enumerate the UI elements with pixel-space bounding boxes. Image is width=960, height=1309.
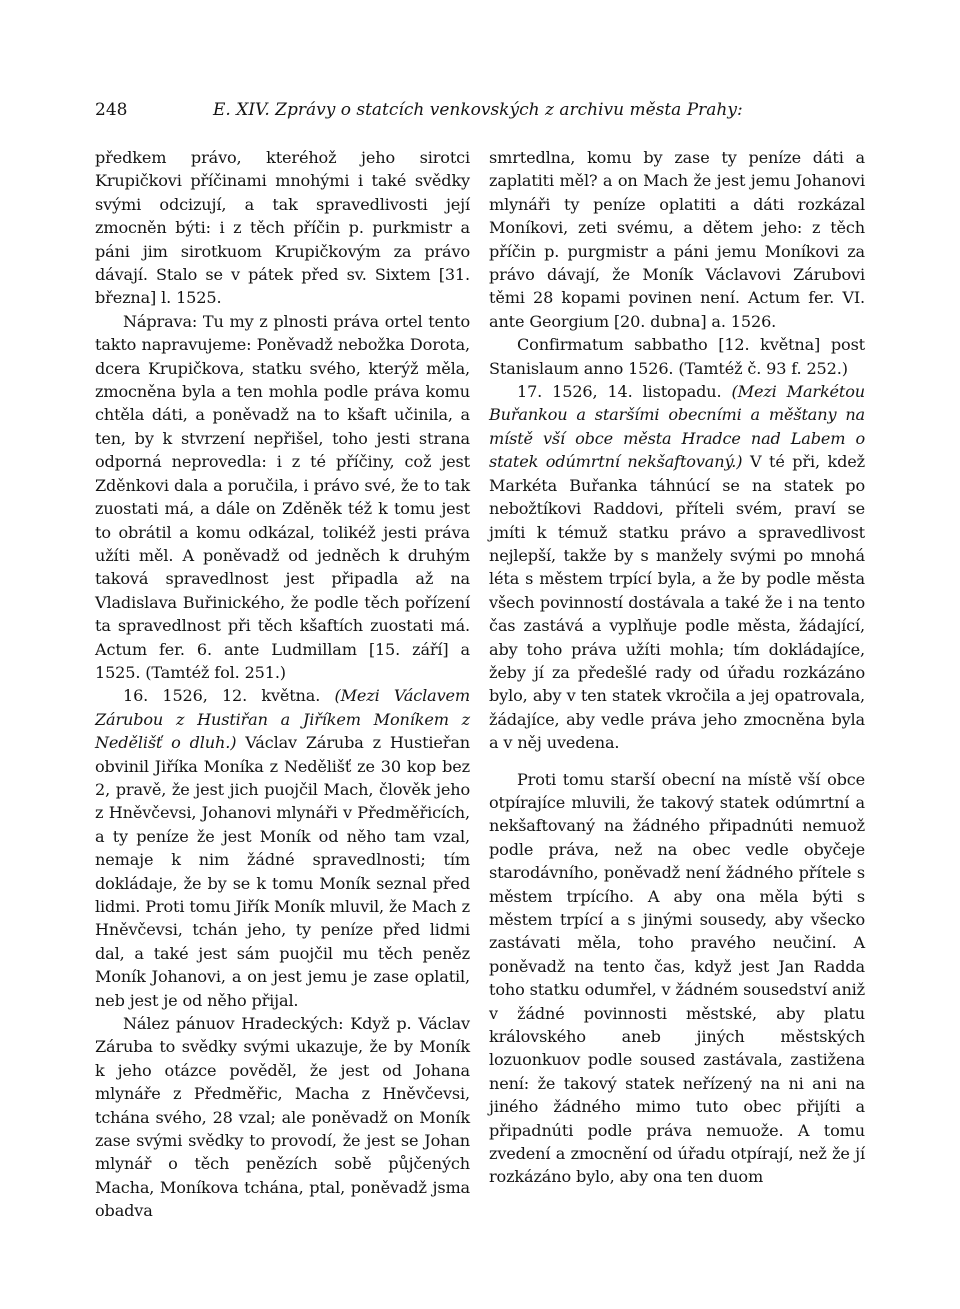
- paragraph: Confirmatum sabbatho [12. května] post Stanislaum anno 1526. (Tamtéž č. 93 f. 252.): [489, 335, 865, 378]
- entry-heading: 17. 1526, 14. listopadu.: [517, 382, 722, 402]
- page-number: 248: [95, 100, 128, 120]
- left-column: [95, 146, 470, 1223]
- entry-title: (Mezi Markétou Buřankou a staršími obecními a měštany na místě vší obce města Hradce nad Labem o statek odúmrtní nekšaftovaný.): [489, 382, 865, 472]
- entry-16: [95, 684, 470, 1012]
- entry-body: Václav Záruba z Hustieřan obvinil Jiříka Moníka z Nedělišť ze 30 kop bez 2, pravě, že jest jich puojčil Mach, člověk jeho z Hněvčevsi, Johanovi mlynáři v Předměřicích, a ty peníze že jest Moník od něho tam vzal, nemaje k nim žádné spravedlnosti; tím dokládaje, že by se k tomu Moník seznal před lidmi. Proti tomu Jiřík Moník mluvil, že Mach z Hněvčevsi, tchán jeho, ty peníze před lidmi dal, a také jest sám puojčil mu těch peněz Moník Johanovi, a on jest jemu je zase oplatil, neb jest je od něho přijal.: [95, 733, 470, 1010]
- running-header: [95, 100, 865, 126]
- entry-heading: 16. 1526, 12. května.: [123, 686, 321, 706]
- paragraph: smrtedlna, komu by zase ty peníze dáti a zaplatiti měl? a on Mach že jest jemu Johanovi mlynáři ty peníze oplatiti a dáti rozkázal Moníkovi, zeti svému, a dětem jeho: z těch příčin p. purgmistr a páni jemu Moníkovi za právo dávají, že Moník Václavovi Zárubovi těmi 28 kopami povinen není. Actum fer. VI. ante Georgium [20. dubna] a. 1526.: [489, 148, 865, 331]
- paragraph: Nález pánuov Hradeckých: Když p. Václav Záruba to svědky svými ukazuje, že by Moník k jeho otázce pověděl, že jest od Johana mlynáře z Předměřic, Macha z Hněvčevsi, tchána svého, 28 vzal; ale poněvadž on Moník zase svými svědky to provodí, že jest se Johan mlynář o těch penězích sobě půjčených Macha, Moníkova tchána, ptal, poněvadž jsma obadva: [95, 1014, 470, 1221]
- paragraph: předkem právo, kteréhož jeho sirotci Krupičkovi příčinami mnohými i také svědky svými odcizují, a tak spravedlivosti její zmocněn býti: i z těch příčin p. purkmistr a páni jim sirotkuom Krupičkovým za právo dávají. Stalo se v pátek před sv. Sixtem [31. března] l. 1525.: [95, 148, 470, 308]
- paragraph: Náprava: Tu my z plnosti práva ortel tento takto napravujeme: Poněvadž nebožka Dorota, dcera Krupičkova, statku svého, kterýž měla, zmocněna byla a ten mohla podle práva komu chtěla dáti, a poněvadž na to kšaft učinila, a ten, by k stvrzení nepřišel, toho jesti strana odporná neprovedla: i z té příčiny, což jest Zděnkovi dala a poručila, i právo své, že to tak zuostati má, a dále on Zděněk též k tomu jest to obrátil a komu odkázal, tolikéž jesti práva užíti měl. A poněvadž od jedněch k druhým taková spravedlnost jest připadla až na Vladislava Buřinického, že podle těch pořízení ta spravedlnost při těch kšaftích zuostati má. Actum fer. 6. ante Ludmillam [15. září] a 1525. (Tamtéž fol. 251.): [95, 311, 470, 682]
- entry-17: [489, 380, 865, 755]
- entry-body: V té při, kdež Markéta Buřanka táhnúcí se na statek po nebožtíkovi Raddovi, příteli svém, praví se jmíti k témuž statku právo a spravedlivost nejlepší, takže by s manžely svými po mnohá léta s městem trpící byla, a že by podle města všech povinností dostávala a také že i na tento čas zastává a vyplňuje podle města, žádající, aby toho práva užíti mohla; tím dokládajíce, žeby jí za předešlé rady od úřadu rozkázáno bylo, aby v ten statek vkročila a jej opatrovala, žádajíce, aby vedle práva jeho zmocněna byla a v něj uvedena.: [489, 452, 865, 753]
- running-title: E. XIV. Zprávy o statcích venkovských z archivu města Prahy:: [213, 100, 743, 120]
- right-column: [489, 146, 865, 1189]
- entry-title: (Mezi Václavem Zárubou z Hustiřan a Jiříkem Moníkem z Nedělišť o dluh.): [95, 686, 471, 753]
- paragraph: Proti tomu starší obecní na místě vší obce otpírajíce mluvili, že takový statek odúmrtní a nekšaftovaný na žádného připadnúti nemuož podle práva, než na obec vedle obyčeje starodávního, poněvadž není žádného přítele s městem trpícího. A aby ona měla býti s městem trpící a s jinými sousedy, aby všecko zastávati měla, toho pravého neučiní. A poněvadž na tento čas, když jest Jan Radda toho statku odumřel, v žádném sousedství aniž v žádné povinnosti městské, aby platu královského aneb jiných městských lozuonkuov podle soused zastávala, zastižena není: že takový statek neřízený na ni ani na jiného žádného mimo tuto obec přijíti a připadnúti podle práva nemuože. A tomu zvedení a zmocnění od úřadu otpírají, než že jí rozkázáno bylo, aby ona ten duom: [489, 769, 865, 1187]
